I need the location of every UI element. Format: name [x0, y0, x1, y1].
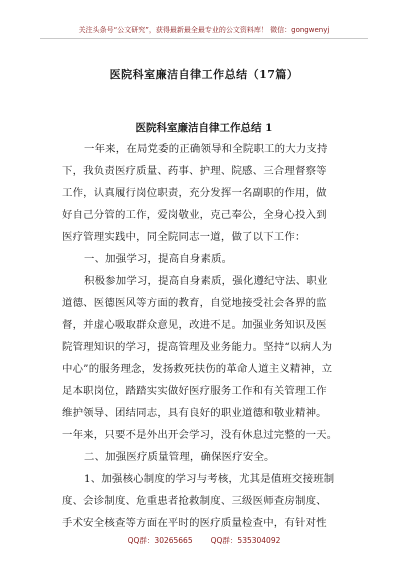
body-line: 一、加强学习，提高自身素质。 — [84, 253, 233, 265]
body-line: 工作，认真履行岗位职责，充分发挥一名副职的作用，做 — [62, 187, 327, 199]
body-line: 1、加强核心制度的学习与考核，尤其是值班交接班制 — [84, 473, 335, 485]
header-divider — [40, 38, 368, 39]
section-title: 医院科室廉洁自律工作总结 1 — [135, 122, 273, 134]
body-line: 维护领导、团结同志，具有良好的职业道德和敬业精神。 — [62, 407, 327, 419]
document-title: 医院科室廉洁自律工作总结（17篇） — [109, 68, 299, 81]
footer-qq-group-2: QQ群：535304092 — [210, 536, 281, 545]
body-line: 足本职岗位，踏踏实实做好医疗服务工作和有关管理工作 — [62, 385, 327, 397]
body-line: 道德、医德医风等方面的教育，自觉地接受社会各界的监 — [62, 297, 327, 309]
body-line: 院管理知识的学习，提高管理及业务能力。坚持“以病人为 — [62, 341, 333, 353]
promo-banner: 关注头条号“公文研究”，获得最新最全最专业的公文资料库！ 微信：gongwenyj — [78, 26, 330, 34]
footer-contact — [40, 535, 368, 546]
body-line: 二、加强医疗质量管理，确保医疗安全。 — [84, 451, 275, 463]
body-line: 好自己分管的工作，爱岗敬业，克己奉公，全身心投入到 — [62, 209, 327, 221]
body-line: 一年来，在局党委的正确领导和全院职工的大力支持 — [84, 143, 328, 155]
body-line: 积极参加学习，提高自身素质，强化遵纪守法、职业 — [84, 275, 328, 287]
document-body — [62, 138, 350, 534]
body-line: 手术安全核查等方面在平时的医疗质量检查中，有针对性 — [62, 517, 327, 529]
body-line: 医疗管理实践中，同全院同志一道，做了以下工作： — [62, 231, 306, 243]
body-line: 一年来，只要不是外出开会学习，没有休息过完整的一天。 — [62, 429, 338, 441]
body-line: 督，并虚心吸取群众意见，改进不足。加强业务知识及医 — [62, 319, 327, 331]
body-line: 下，我负责医疗质量、药事、护理、院感、三合理督察等 — [62, 165, 327, 177]
body-line: 中心”的服务理念，发扬救死扶伤的革命人道主义精神，立 — [62, 363, 333, 375]
footer-qq-group-1: QQ群：30265665 — [127, 536, 193, 545]
body-line: 度、会诊制度、危重患者抢救制度、三级医师查房制度、 — [62, 495, 327, 507]
